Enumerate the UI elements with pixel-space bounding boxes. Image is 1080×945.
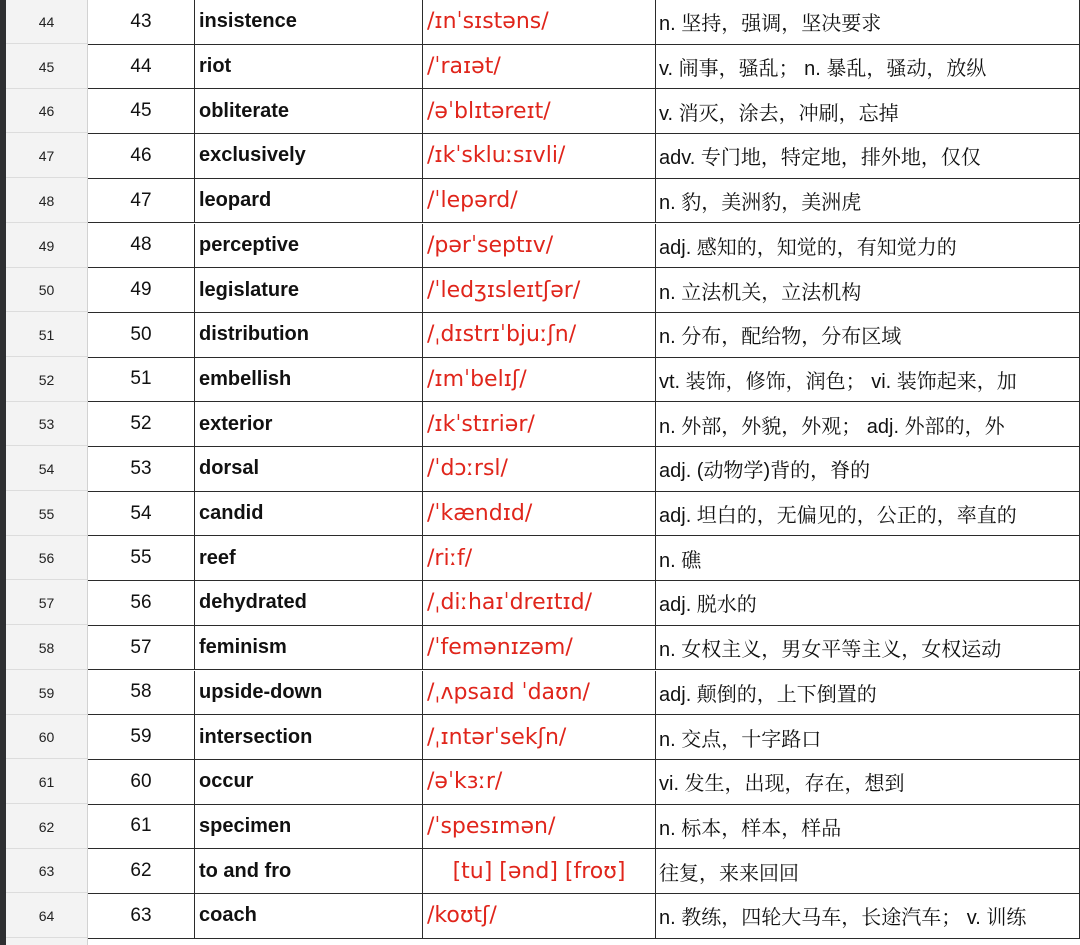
table-row bbox=[88, 447, 1080, 492]
word-cell[interactable]: exclusively bbox=[195, 134, 423, 178]
word-cell[interactable]: exterior bbox=[195, 402, 423, 446]
definition-cell[interactable]: adj. 感知的，知觉的，有知觉力的 bbox=[656, 224, 1080, 268]
index-cell[interactable]: 48 bbox=[88, 224, 195, 268]
definition-cell[interactable]: adj. 颠倒的，上下倒置的 bbox=[656, 671, 1080, 715]
table-row bbox=[88, 805, 1080, 850]
phonetic-cell[interactable]: /ˌdiːhaɪˈdreɪtɪd/ bbox=[423, 581, 656, 625]
word-cell[interactable]: distribution bbox=[195, 313, 423, 357]
phonetic-cell[interactable]: /ˈraɪət/ bbox=[423, 45, 656, 89]
row-number[interactable]: 53 bbox=[6, 402, 87, 446]
index-cell[interactable]: 49 bbox=[88, 268, 195, 312]
definition-cell[interactable]: adj. 坦白的，无偏见的，公正的，率直的 bbox=[656, 492, 1080, 536]
row-number[interactable]: 54 bbox=[6, 447, 87, 491]
phonetic-cell[interactable]: /ˈlepərd/ bbox=[423, 179, 656, 223]
definition-cell[interactable]: v. 消灭，涂去，冲刷，忘掉 bbox=[656, 89, 1080, 133]
phonetic-cell[interactable]: /ˈdɔːrsl/ bbox=[423, 447, 656, 491]
table-row bbox=[88, 179, 1080, 224]
word-cell[interactable]: legislature bbox=[195, 268, 423, 312]
table-row bbox=[88, 0, 1080, 45]
table-row bbox=[88, 715, 1080, 760]
word-cell[interactable]: dehydrated bbox=[195, 581, 423, 625]
word-cell[interactable]: coach bbox=[195, 894, 423, 938]
phonetic-cell[interactable]: /pərˈseptɪv/ bbox=[423, 224, 656, 268]
index-cell[interactable]: 51 bbox=[88, 358, 195, 402]
table-row bbox=[88, 536, 1080, 581]
definition-cell[interactable]: adj. (动物学)背的，脊的 bbox=[656, 447, 1080, 491]
row-number[interactable]: 51 bbox=[6, 313, 87, 357]
index-cell[interactable]: 55 bbox=[88, 536, 195, 580]
phonetic-cell[interactable]: /ˈkændɪd/ bbox=[423, 492, 656, 536]
row-number[interactable]: 57 bbox=[6, 581, 87, 625]
word-cell[interactable]: leopard bbox=[195, 179, 423, 223]
phonetic-cell[interactable]: /ɪkˈstɪriər/ bbox=[423, 402, 656, 446]
phonetic-cell[interactable]: /ɪkˈskluːsɪvli/ bbox=[423, 134, 656, 178]
table-row bbox=[88, 492, 1080, 537]
definition-cell[interactable]: adj. 脱水的 bbox=[656, 581, 1080, 625]
phonetic-cell[interactable]: /ɪnˈsɪstəns/ bbox=[423, 0, 656, 44]
row-number[interactable]: 45 bbox=[6, 45, 87, 89]
phonetic-cell[interactable]: /riːf/ bbox=[423, 536, 656, 580]
word-cell[interactable]: upside-down bbox=[195, 671, 423, 715]
index-cell[interactable]: 44 bbox=[88, 45, 195, 89]
definition-cell[interactable]: n. 坚持，强调，坚决要求 bbox=[656, 0, 1080, 44]
word-cell[interactable]: feminism bbox=[195, 626, 423, 670]
definition-cell[interactable]: 往复，来来回回 bbox=[656, 849, 1080, 893]
phonetic-cell[interactable]: /ɪmˈbelɪʃ/ bbox=[423, 358, 656, 402]
word-cell[interactable]: intersection bbox=[195, 715, 423, 759]
phonetic-cell[interactable]: /koʊtʃ/ bbox=[423, 894, 656, 938]
index-cell[interactable]: 43 bbox=[88, 0, 195, 44]
definition-cell[interactable]: n. 外部，外貌，外观； adj. 外部的，外 bbox=[656, 402, 1080, 446]
word-cell[interactable]: riot bbox=[195, 45, 423, 89]
phonetic-cell[interactable]: /ˌɪntərˈsekʃn/ bbox=[423, 715, 656, 759]
word-cell[interactable]: dorsal bbox=[195, 447, 423, 491]
phonetic-cell[interactable]: /ˈledʒɪsleɪtʃər/ bbox=[423, 268, 656, 312]
index-cell[interactable]: 57 bbox=[88, 626, 195, 670]
phonetic-cell[interactable]: /ˌʌpsaɪd ˈdaʊn/ bbox=[423, 671, 656, 715]
row-number[interactable]: 55 bbox=[6, 492, 87, 536]
definition-cell[interactable]: n. 豹，美洲豹，美洲虎 bbox=[656, 179, 1080, 223]
definition-cell[interactable]: n. 立法机关，立法机构 bbox=[656, 268, 1080, 312]
index-cell[interactable]: 61 bbox=[88, 805, 195, 849]
row-number[interactable]: 49 bbox=[6, 224, 87, 268]
index-cell[interactable]: 58 bbox=[88, 671, 195, 715]
row-number[interactable]: 44 bbox=[6, 0, 87, 44]
definition-cell[interactable]: n. 分布，配给物，分布区域 bbox=[656, 313, 1080, 357]
table-row bbox=[88, 402, 1080, 447]
row-number[interactable]: 60 bbox=[6, 715, 87, 759]
table-row bbox=[88, 671, 1080, 716]
phonetic-cell[interactable]: /ˈfemənɪzəm/ bbox=[423, 626, 656, 670]
table-row bbox=[88, 626, 1080, 671]
index-cell[interactable]: 45 bbox=[88, 89, 195, 133]
index-cell[interactable]: 52 bbox=[88, 402, 195, 446]
row-number[interactable]: 62 bbox=[6, 805, 87, 849]
definition-cell[interactable]: n. 女权主义，男女平等主义，女权运动 bbox=[656, 626, 1080, 670]
index-cell[interactable]: 60 bbox=[88, 760, 195, 804]
table-row bbox=[88, 581, 1080, 626]
table-row bbox=[88, 894, 1080, 939]
row-number[interactable]: 56 bbox=[6, 536, 87, 580]
row-number[interactable]: 58 bbox=[6, 626, 87, 670]
index-cell[interactable]: 54 bbox=[88, 492, 195, 536]
table-row bbox=[88, 760, 1080, 805]
phonetic-cell[interactable]: /əˈblɪtəreɪt/ bbox=[423, 89, 656, 133]
phonetic-cell[interactable]: /ˈspesɪmən/ bbox=[423, 805, 656, 849]
word-cell[interactable]: embellish bbox=[195, 358, 423, 402]
index-cell[interactable]: 56 bbox=[88, 581, 195, 625]
definition-cell[interactable]: vt. 装饰，修饰，润色； vi. 装饰起来，加 bbox=[656, 358, 1080, 402]
row-number[interactable]: 61 bbox=[6, 760, 87, 804]
table-row bbox=[88, 45, 1080, 90]
word-cell[interactable]: to and fro bbox=[195, 849, 423, 893]
index-cell[interactable]: 59 bbox=[88, 715, 195, 759]
row-header-column bbox=[6, 0, 88, 945]
index-cell[interactable]: 62 bbox=[88, 849, 195, 893]
index-cell[interactable]: 47 bbox=[88, 179, 195, 223]
definition-cell[interactable]: adv. 专门地，特定地，排外地，仅仅 bbox=[656, 134, 1080, 178]
table-row bbox=[88, 224, 1080, 269]
word-cell[interactable]: occur bbox=[195, 760, 423, 804]
definition-cell[interactable]: vi. 发生，出现，存在，想到 bbox=[656, 760, 1080, 804]
index-cell[interactable]: 53 bbox=[88, 447, 195, 491]
table-row bbox=[88, 849, 1080, 894]
table-row bbox=[88, 89, 1080, 134]
table-row bbox=[88, 134, 1080, 179]
phonetic-cell[interactable]: [tu] [ənd] [froʊ] bbox=[423, 849, 656, 893]
definition-cell[interactable]: n. 交点，十字路口 bbox=[656, 715, 1080, 759]
definition-cell[interactable]: n. 标本，样本，样品 bbox=[656, 805, 1080, 849]
word-cell[interactable]: candid bbox=[195, 492, 423, 536]
index-cell[interactable]: 50 bbox=[88, 313, 195, 357]
row-number[interactable]: 59 bbox=[6, 671, 87, 715]
spreadsheet-grid bbox=[88, 0, 1080, 945]
word-cell[interactable]: insistence bbox=[195, 0, 423, 44]
definition-cell[interactable]: n. 教练，四轮大马车，长途汽车； v. 训练 bbox=[656, 894, 1080, 938]
row-number[interactable]: 47 bbox=[6, 134, 87, 178]
word-cell[interactable]: reef bbox=[195, 536, 423, 580]
definition-cell[interactable]: n. 礁 bbox=[656, 536, 1080, 580]
row-number[interactable]: 64 bbox=[6, 894, 87, 938]
phonetic-cell[interactable]: /əˈkɜːr/ bbox=[423, 760, 656, 804]
row-number[interactable]: 63 bbox=[6, 849, 87, 893]
word-cell[interactable]: perceptive bbox=[195, 224, 423, 268]
row-number[interactable]: 48 bbox=[6, 179, 87, 223]
table-row bbox=[88, 268, 1080, 313]
table-row bbox=[88, 358, 1080, 403]
row-number[interactable]: 52 bbox=[6, 358, 87, 402]
index-cell[interactable]: 46 bbox=[88, 134, 195, 178]
word-cell[interactable]: obliterate bbox=[195, 89, 423, 133]
index-cell[interactable]: 63 bbox=[88, 894, 195, 938]
word-cell[interactable]: specimen bbox=[195, 805, 423, 849]
phonetic-cell[interactable]: /ˌdɪstrɪˈbjuːʃn/ bbox=[423, 313, 656, 357]
definition-cell[interactable]: v. 闹事，骚乱； n. 暴乱，骚动，放纵 bbox=[656, 45, 1080, 89]
row-number[interactable]: 50 bbox=[6, 268, 87, 312]
table-row bbox=[88, 313, 1080, 358]
row-number[interactable]: 46 bbox=[6, 89, 87, 133]
